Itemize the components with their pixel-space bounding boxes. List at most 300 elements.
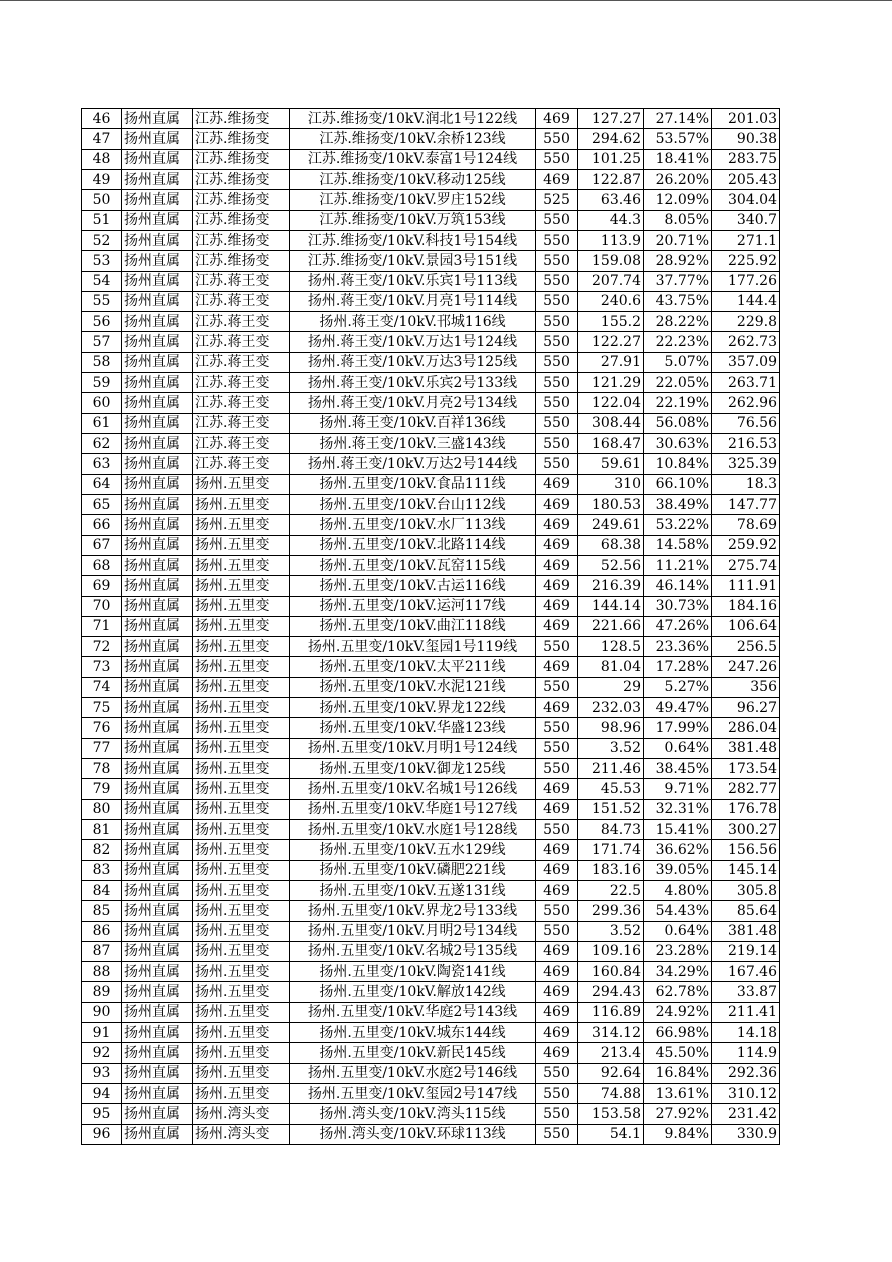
substation-cell: 江苏.蒋王变: [193, 373, 290, 393]
row-number: 52: [82, 230, 122, 250]
feeder-line-cell: 扬州.五里变/10kV.古运116线: [290, 576, 536, 596]
capacity-cell: 469: [536, 779, 578, 799]
load-cell: 101.25: [578, 149, 644, 169]
row-number: 50: [82, 190, 122, 210]
load-cell: 92.64: [578, 1063, 644, 1083]
capacity-cell: 550: [536, 230, 578, 250]
substation-cell: 扬州.五里变: [193, 759, 290, 779]
table-row: [82, 657, 780, 677]
margin-cell: 114.9: [712, 1043, 780, 1063]
load-rate-cell: 5.27%: [644, 677, 712, 697]
company-cell: 扬州直属: [122, 576, 193, 596]
row-number: 46: [82, 109, 122, 129]
company-cell: 扬州直属: [122, 779, 193, 799]
load-cell: 45.53: [578, 779, 644, 799]
company-cell: 扬州直属: [122, 230, 193, 250]
load-cell: 74.88: [578, 1084, 644, 1104]
feeder-line-cell: 扬州.五里变/10kV.玺园1号119线: [290, 637, 536, 657]
capacity-cell: 550: [536, 149, 578, 169]
capacity-cell: 469: [536, 535, 578, 555]
table-row: [82, 1084, 780, 1104]
feeder-line-cell: 江苏.维扬变/10kV.泰富1号124线: [290, 149, 536, 169]
load-rate-cell: 4.80%: [644, 880, 712, 900]
table-row: [82, 738, 780, 758]
margin-cell: 145.14: [712, 860, 780, 880]
load-rate-cell: 30.73%: [644, 596, 712, 616]
feeder-line-cell: 扬州.五里变/10kV.水泥121线: [290, 677, 536, 697]
margin-cell: 156.56: [712, 840, 780, 860]
company-cell: 扬州直属: [122, 738, 193, 758]
company-cell: 扬州直属: [122, 901, 193, 921]
load-cell: 81.04: [578, 657, 644, 677]
load-cell: 122.04: [578, 393, 644, 413]
company-cell: 扬州直属: [122, 982, 193, 1002]
feeder-line-cell: 扬州.蒋王变/10kV.三盛143线: [290, 434, 536, 454]
row-number: 59: [82, 373, 122, 393]
table-row: [82, 1063, 780, 1083]
capacity-cell: 550: [536, 312, 578, 332]
margin-cell: 33.87: [712, 982, 780, 1002]
company-cell: 扬州直属: [122, 718, 193, 738]
load-rate-cell: 34.29%: [644, 962, 712, 982]
substation-cell: 扬州.五里变: [193, 596, 290, 616]
feeder-line-cell: 扬州.五里变/10kV.曲江118线: [290, 616, 536, 636]
margin-cell: 167.46: [712, 962, 780, 982]
capacity-cell: 550: [536, 1063, 578, 1083]
margin-cell: 381.48: [712, 738, 780, 758]
load-rate-cell: 32.31%: [644, 799, 712, 819]
substation-cell: 扬州.五里变: [193, 535, 290, 555]
load-rate-cell: 45.50%: [644, 1043, 712, 1063]
company-cell: 扬州直属: [122, 169, 193, 189]
capacity-cell: 550: [536, 759, 578, 779]
feeder-line-cell: 扬州.五里变/10kV.华盛123线: [290, 718, 536, 738]
company-cell: 扬州直属: [122, 1104, 193, 1124]
table-body: [82, 109, 780, 1145]
margin-cell: 381.48: [712, 921, 780, 941]
load-rate-cell: 22.05%: [644, 373, 712, 393]
substation-cell: 江苏.蒋王变: [193, 291, 290, 311]
company-cell: 扬州直属: [122, 962, 193, 982]
substation-cell: 扬州.五里变: [193, 555, 290, 575]
table-row: [82, 596, 780, 616]
feeder-line-cell: 扬州.五里变/10kV.太平211线: [290, 657, 536, 677]
company-cell: 扬州直属: [122, 677, 193, 697]
feeder-line-cell: 扬州.五里变/10kV.界龙2号133线: [290, 901, 536, 921]
capacity-cell: 469: [536, 596, 578, 616]
load-cell: 116.89: [578, 1002, 644, 1022]
load-cell: 171.74: [578, 840, 644, 860]
row-number: 57: [82, 332, 122, 352]
load-rate-cell: 5.07%: [644, 352, 712, 372]
margin-cell: 173.54: [712, 759, 780, 779]
capacity-cell: 469: [536, 657, 578, 677]
table-row: [82, 616, 780, 636]
load-rate-cell: 23.36%: [644, 637, 712, 657]
feeder-line-cell: 扬州.五里变/10kV.名城1号126线: [290, 779, 536, 799]
load-rate-cell: 36.62%: [644, 840, 712, 860]
table-row: [82, 1023, 780, 1043]
row-number: 87: [82, 941, 122, 961]
margin-cell: 330.9: [712, 1124, 780, 1144]
row-number: 85: [82, 901, 122, 921]
load-cell: 122.27: [578, 332, 644, 352]
company-cell: 扬州直属: [122, 1002, 193, 1022]
load-rate-cell: 54.43%: [644, 901, 712, 921]
feeder-line-cell: 扬州.五里变/10kV.华庭2号143线: [290, 1002, 536, 1022]
margin-cell: 231.42: [712, 1104, 780, 1124]
company-cell: 扬州直属: [122, 880, 193, 900]
substation-cell: 扬州.湾头变: [193, 1104, 290, 1124]
substation-cell: 扬州.五里变: [193, 1084, 290, 1104]
capacity-cell: 469: [536, 880, 578, 900]
row-number: 72: [82, 637, 122, 657]
table-row: [82, 149, 780, 169]
company-cell: 扬州直属: [122, 515, 193, 535]
margin-cell: 283.75: [712, 149, 780, 169]
substation-cell: 扬州.五里变: [193, 474, 290, 494]
load-rate-cell: 14.58%: [644, 535, 712, 555]
capacity-cell: 550: [536, 1104, 578, 1124]
substation-cell: 扬州.五里变: [193, 698, 290, 718]
feeder-line-cell: 扬州.五里变/10kV.瓦窑115线: [290, 555, 536, 575]
capacity-cell: 469: [536, 698, 578, 718]
margin-cell: 310.12: [712, 1084, 780, 1104]
load-rate-cell: 9.84%: [644, 1124, 712, 1144]
table-row: [82, 373, 780, 393]
capacity-cell: 550: [536, 921, 578, 941]
margin-cell: 18.3: [712, 474, 780, 494]
row-number: 71: [82, 616, 122, 636]
feeder-line-cell: 扬州.五里变/10kV.月明1号124线: [290, 738, 536, 758]
feeder-line-cell: 扬州.五里变/10kV.五水129线: [290, 840, 536, 860]
company-cell: 扬州直属: [122, 291, 193, 311]
table-row: [82, 291, 780, 311]
capacity-cell: 469: [536, 840, 578, 860]
row-number: 55: [82, 291, 122, 311]
feeder-line-cell: 江苏.维扬变/10kV.移动125线: [290, 169, 536, 189]
table-row: [82, 901, 780, 921]
company-cell: 扬州直属: [122, 759, 193, 779]
substation-cell: 扬州.五里变: [193, 779, 290, 799]
row-number: 93: [82, 1063, 122, 1083]
table-row: [82, 840, 780, 860]
capacity-cell: 550: [536, 637, 578, 657]
load-rate-cell: 30.63%: [644, 434, 712, 454]
table-row: [82, 921, 780, 941]
table-row: [82, 454, 780, 474]
feeder-line-cell: 江苏.维扬变/10kV.罗庄152线: [290, 190, 536, 210]
load-rate-cell: 0.64%: [644, 921, 712, 941]
load-rate-cell: 53.22%: [644, 515, 712, 535]
load-cell: 122.87: [578, 169, 644, 189]
table-row: [82, 494, 780, 514]
load-rate-cell: 9.71%: [644, 779, 712, 799]
capacity-cell: 469: [536, 1043, 578, 1063]
company-cell: 扬州直属: [122, 312, 193, 332]
row-number: 81: [82, 819, 122, 839]
feeder-load-table: [81, 108, 780, 1145]
load-cell: 44.3: [578, 210, 644, 230]
company-cell: 扬州直属: [122, 494, 193, 514]
margin-cell: 111.91: [712, 576, 780, 596]
load-cell: 294.43: [578, 982, 644, 1002]
margin-cell: 340.7: [712, 210, 780, 230]
load-rate-cell: 12.09%: [644, 190, 712, 210]
row-number: 73: [82, 657, 122, 677]
company-cell: 扬州直属: [122, 393, 193, 413]
capacity-cell: 550: [536, 677, 578, 697]
margin-cell: 262.96: [712, 393, 780, 413]
load-rate-cell: 17.99%: [644, 718, 712, 738]
margin-cell: 96.27: [712, 698, 780, 718]
company-cell: 扬州直属: [122, 535, 193, 555]
load-cell: 308.44: [578, 413, 644, 433]
table-row: [82, 1124, 780, 1144]
feeder-line-cell: 江苏.维扬变/10kV.景园3号151线: [290, 251, 536, 271]
row-number: 48: [82, 149, 122, 169]
feeder-line-cell: 扬州.蒋王变/10kV.万达3号125线: [290, 352, 536, 372]
capacity-cell: 469: [536, 941, 578, 961]
capacity-cell: 550: [536, 352, 578, 372]
load-rate-cell: 18.41%: [644, 149, 712, 169]
feeder-line-cell: 扬州.五里变/10kV.界龙122线: [290, 698, 536, 718]
company-cell: 扬州直属: [122, 210, 193, 230]
substation-cell: 江苏.蒋王变: [193, 454, 290, 474]
capacity-cell: 469: [536, 982, 578, 1002]
table-row: [82, 880, 780, 900]
load-cell: 183.16: [578, 860, 644, 880]
margin-cell: 262.73: [712, 332, 780, 352]
substation-cell: 扬州.五里变: [193, 738, 290, 758]
substation-cell: 扬州.五里变: [193, 718, 290, 738]
load-cell: 127.27: [578, 109, 644, 129]
feeder-line-cell: 江苏.维扬变/10kV.万筑153线: [290, 210, 536, 230]
row-number: 80: [82, 799, 122, 819]
table-row: [82, 109, 780, 129]
margin-cell: 259.92: [712, 535, 780, 555]
margin-cell: 144.4: [712, 291, 780, 311]
load-rate-cell: 27.92%: [644, 1104, 712, 1124]
margin-cell: 282.77: [712, 779, 780, 799]
company-cell: 扬州直属: [122, 1023, 193, 1043]
company-cell: 扬州直属: [122, 637, 193, 657]
table-row: [82, 312, 780, 332]
table-row: [82, 190, 780, 210]
row-number: 77: [82, 738, 122, 758]
load-rate-cell: 13.61%: [644, 1084, 712, 1104]
substation-cell: 江苏.维扬变: [193, 210, 290, 230]
capacity-cell: 550: [536, 738, 578, 758]
substation-cell: 扬州.五里变: [193, 515, 290, 535]
row-number: 86: [82, 921, 122, 941]
margin-cell: 211.41: [712, 1002, 780, 1022]
company-cell: 扬州直属: [122, 190, 193, 210]
load-cell: 216.39: [578, 576, 644, 596]
load-rate-cell: 62.78%: [644, 982, 712, 1002]
row-number: 82: [82, 840, 122, 860]
load-rate-cell: 66.10%: [644, 474, 712, 494]
margin-cell: 201.03: [712, 109, 780, 129]
company-cell: 扬州直属: [122, 1084, 193, 1104]
load-cell: 180.53: [578, 494, 644, 514]
feeder-line-cell: 江苏.维扬变/10kV.余桥123线: [290, 129, 536, 149]
row-number: 64: [82, 474, 122, 494]
row-number: 53: [82, 251, 122, 271]
margin-cell: 275.74: [712, 555, 780, 575]
substation-cell: 扬州.五里变: [193, 576, 290, 596]
load-cell: 22.5: [578, 880, 644, 900]
row-number: 49: [82, 169, 122, 189]
feeder-line-cell: 扬州.蒋王变/10kV.月亮2号134线: [290, 393, 536, 413]
company-cell: 扬州直属: [122, 332, 193, 352]
capacity-cell: 469: [536, 799, 578, 819]
substation-cell: 江苏.蒋王变: [193, 271, 290, 291]
load-cell: 98.96: [578, 718, 644, 738]
margin-cell: 85.64: [712, 901, 780, 921]
feeder-line-cell: 江苏.维扬变/10kV.润北1号122线: [290, 109, 536, 129]
substation-cell: 江苏.维扬变: [193, 190, 290, 210]
table-row: [82, 962, 780, 982]
feeder-line-cell: 扬州.五里变/10kV.月明2号134线: [290, 921, 536, 941]
table-row: [82, 637, 780, 657]
capacity-cell: 550: [536, 718, 578, 738]
substation-cell: 扬州.五里变: [193, 962, 290, 982]
substation-cell: 扬州.五里变: [193, 1063, 290, 1083]
load-rate-cell: 43.75%: [644, 291, 712, 311]
margin-cell: 325.39: [712, 454, 780, 474]
row-number: 78: [82, 759, 122, 779]
table-row: [82, 799, 780, 819]
margin-cell: 247.26: [712, 657, 780, 677]
load-rate-cell: 0.64%: [644, 738, 712, 758]
load-cell: 151.52: [578, 799, 644, 819]
row-number: 60: [82, 393, 122, 413]
load-cell: 310: [578, 474, 644, 494]
load-cell: 29: [578, 677, 644, 697]
capacity-cell: 469: [536, 555, 578, 575]
load-rate-cell: 28.22%: [644, 312, 712, 332]
margin-cell: 256.5: [712, 637, 780, 657]
table-row: [82, 332, 780, 352]
row-number: 79: [82, 779, 122, 799]
capacity-cell: 469: [536, 1023, 578, 1043]
margin-cell: 271.1: [712, 230, 780, 250]
substation-cell: 扬州.五里变: [193, 799, 290, 819]
feeder-line-cell: 扬州.蒋王变/10kV.百祥136线: [290, 413, 536, 433]
margin-cell: 14.18: [712, 1023, 780, 1043]
table-row: [82, 819, 780, 839]
substation-cell: 扬州.五里变: [193, 901, 290, 921]
capacity-cell: 469: [536, 515, 578, 535]
capacity-cell: 550: [536, 129, 578, 149]
load-cell: 59.61: [578, 454, 644, 474]
row-number: 47: [82, 129, 122, 149]
capacity-cell: 550: [536, 901, 578, 921]
table-row: [82, 413, 780, 433]
load-cell: 299.36: [578, 901, 644, 921]
load-rate-cell: 28.92%: [644, 251, 712, 271]
margin-cell: 286.04: [712, 718, 780, 738]
margin-cell: 184.16: [712, 596, 780, 616]
load-cell: 27.91: [578, 352, 644, 372]
company-cell: 扬州直属: [122, 1043, 193, 1063]
capacity-cell: 550: [536, 271, 578, 291]
load-rate-cell: 8.05%: [644, 210, 712, 230]
capacity-cell: 525: [536, 190, 578, 210]
load-cell: 232.03: [578, 698, 644, 718]
company-cell: 扬州直属: [122, 596, 193, 616]
feeder-line-cell: 扬州.五里变/10kV.华庭1号127线: [290, 799, 536, 819]
company-cell: 扬州直属: [122, 657, 193, 677]
feeder-line-cell: 扬州.五里变/10kV.台山112线: [290, 494, 536, 514]
margin-cell: 205.43: [712, 169, 780, 189]
company-cell: 扬州直属: [122, 413, 193, 433]
feeder-line-cell: 扬州.蒋王变/10kV.乐宾2号133线: [290, 373, 536, 393]
table-row: [82, 393, 780, 413]
row-number: 84: [82, 880, 122, 900]
table-row: [82, 230, 780, 250]
substation-cell: 扬州.五里变: [193, 677, 290, 697]
capacity-cell: 550: [536, 1084, 578, 1104]
company-cell: 扬州直属: [122, 109, 193, 129]
substation-cell: 扬州.五里变: [193, 657, 290, 677]
load-rate-cell: 11.21%: [644, 555, 712, 575]
row-number: 66: [82, 515, 122, 535]
table-row: [82, 982, 780, 1002]
margin-cell: 263.71: [712, 373, 780, 393]
capacity-cell: 550: [536, 210, 578, 230]
substation-cell: 扬州.五里变: [193, 494, 290, 514]
load-rate-cell: 22.19%: [644, 393, 712, 413]
load-cell: 211.46: [578, 759, 644, 779]
load-rate-cell: 23.28%: [644, 941, 712, 961]
load-cell: 314.12: [578, 1023, 644, 1043]
margin-cell: 76.56: [712, 413, 780, 433]
row-number: 91: [82, 1023, 122, 1043]
company-cell: 扬州直属: [122, 616, 193, 636]
row-number: 62: [82, 434, 122, 454]
margin-cell: 225.92: [712, 251, 780, 271]
capacity-cell: 469: [536, 962, 578, 982]
table-row: [82, 759, 780, 779]
feeder-line-cell: 扬州.五里变/10kV.水庭2号146线: [290, 1063, 536, 1083]
table-row: [82, 677, 780, 697]
feeder-line-cell: 扬州.蒋王变/10kV.月亮1号114线: [290, 291, 536, 311]
substation-cell: 扬州.五里变: [193, 840, 290, 860]
feeder-line-cell: 扬州.五里变/10kV.五遂131线: [290, 880, 536, 900]
row-number: 69: [82, 576, 122, 596]
row-number: 63: [82, 454, 122, 474]
feeder-line-cell: 扬州.五里变/10kV.御龙125线: [290, 759, 536, 779]
row-number: 75: [82, 698, 122, 718]
substation-cell: 扬州.五里变: [193, 880, 290, 900]
substation-cell: 扬州.五里变: [193, 1002, 290, 1022]
row-number: 61: [82, 413, 122, 433]
substation-cell: 扬州.湾头变: [193, 1124, 290, 1144]
margin-cell: 300.27: [712, 819, 780, 839]
margin-cell: 106.64: [712, 616, 780, 636]
substation-cell: 江苏.蒋王变: [193, 332, 290, 352]
load-rate-cell: 38.45%: [644, 759, 712, 779]
company-cell: 扬州直属: [122, 921, 193, 941]
substation-cell: 扬州.五里变: [193, 982, 290, 1002]
load-cell: 213.4: [578, 1043, 644, 1063]
row-number: 95: [82, 1104, 122, 1124]
substation-cell: 江苏.蒋王变: [193, 413, 290, 433]
company-cell: 扬州直属: [122, 941, 193, 961]
feeder-line-cell: 扬州.五里变/10kV.运河117线: [290, 596, 536, 616]
